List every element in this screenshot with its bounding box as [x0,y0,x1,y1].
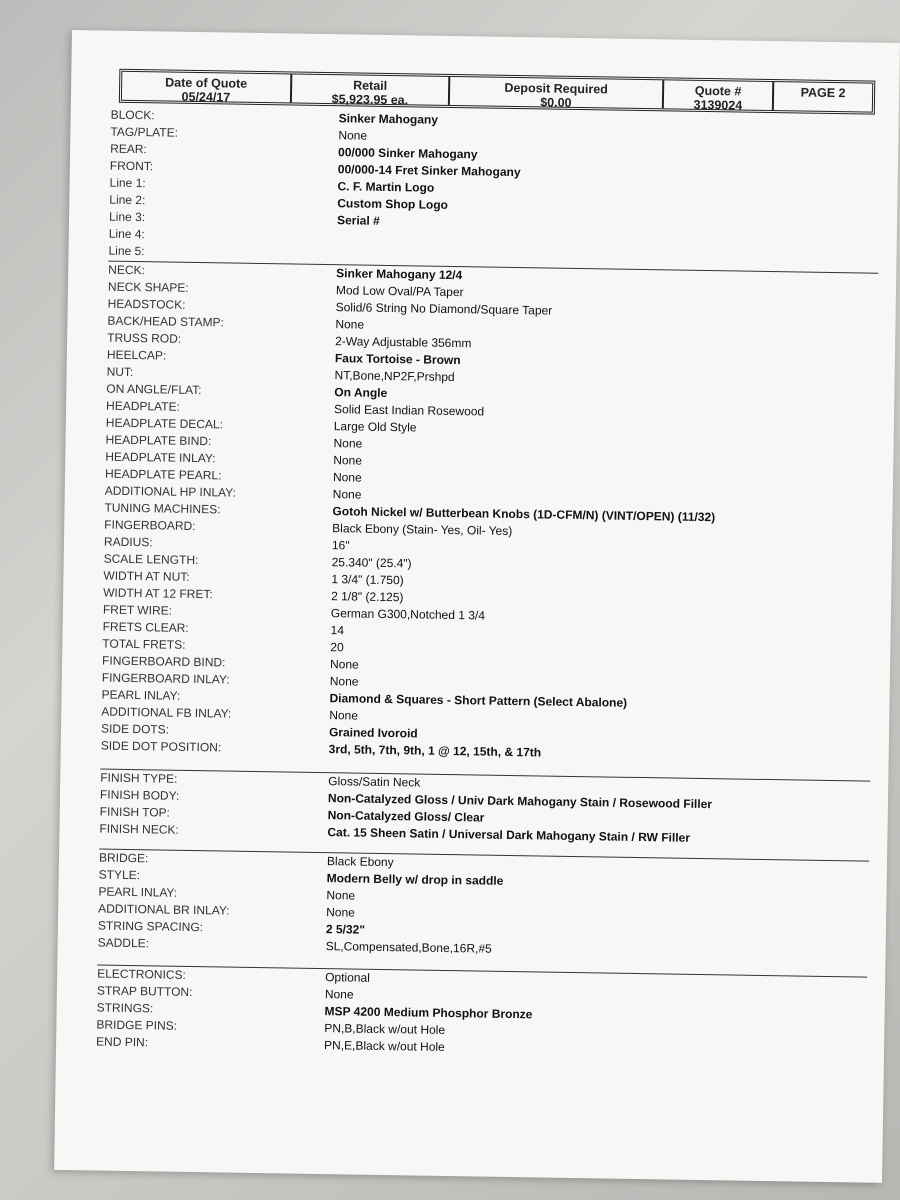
spec-label: BACK/HEAD STAMP: [107,313,225,330]
spec-value: Non-Catalyzed Gloss/ Clear [327,808,485,825]
retail-cell [292,74,450,108]
spec-label: SADDLE: [97,935,150,951]
spec-value: 00/000-14 Fret Sinker Mahogany [337,162,521,180]
neck-section [101,261,879,767]
date-of-quote-value: 05/24/17 [181,89,231,105]
spec-label: PEARL INLAY: [98,884,178,900]
spec-value: None [333,453,363,468]
spec-label: STRINGS: [96,1000,154,1016]
spec-value: None [329,674,359,689]
spec-value: Grained Ivoroid [328,725,418,741]
spec-value: Custom Shop Logo [337,196,449,212]
spec-value: None [335,317,365,332]
spec-value: Faux Tortoise - Brown [334,351,461,368]
spec-label: STRAP BUTTON: [96,983,193,1000]
spec-value: German G300,Notched 1 3/4 [330,606,486,623]
spec-value: Large Old Style [333,419,417,435]
spec-value: 2 5/32" [325,922,366,937]
spec-label: TUNING MACHINES: [104,500,221,517]
spec-label: HEADPLATE: [105,398,181,414]
spec-label: Line 4: [108,226,145,242]
spec-value: None [326,888,356,903]
spec-label: ON ANGLE/FLAT: [106,381,202,398]
spec-label: BRIDGE PINS: [96,1017,178,1033]
retail-label: Retail [353,78,388,93]
finish-section [99,769,870,850]
spec-label: HEADPLATE DECAL: [105,415,224,432]
quote-number-label: Quote # [694,83,742,99]
spec-label: FINISH TYPE: [100,770,178,786]
spec-value: 2-Way Adjustable 356mm [335,334,472,351]
spec-value: None [324,987,354,1002]
spec-label: PEARL INLAY: [101,687,181,703]
spec-label: FRONT: [109,158,154,174]
spec-value: None [333,436,363,451]
spec-value: Optional [325,970,370,985]
spec-label: RADIUS: [103,534,153,550]
deposit-cell [450,77,664,108]
spec-value: 2 1/8" (2.125) [331,589,404,605]
quote-number-cell [664,80,774,113]
spec-label: END PIN: [96,1034,149,1050]
spec-label: WIDTH AT NUT: [103,568,190,584]
spec-value: None [326,905,355,920]
electronics-section [96,965,867,1063]
spec-label: Line 5: [108,243,145,259]
deposit-value: $0.00 [540,95,572,110]
spec-label: STRING SPACING: [97,918,204,935]
spec-value: Serial # [336,213,380,228]
spec-value: 20 [330,640,344,655]
spec-value: Sinker Mahogany 12/4 [336,266,463,283]
spec-label: BRIDGE: [98,850,149,866]
spec-label: FINISH TOP: [99,804,171,820]
spec-value: None [329,708,359,723]
block-section [108,107,880,272]
spec-label: FINGERBOARD: [104,517,196,534]
spec-value: Black Ebony [326,854,394,870]
spec-label: Line 1: [109,175,146,191]
spec-label: SIDE DOT POSITION: [100,738,222,755]
spec-value: Cat. 15 Sheen Satin / Universal Dark Mahogany Stain / RW Filler [327,825,691,845]
spec-label: ELECTRONICS: [97,966,186,982]
spec-label: FINISH BODY: [99,787,180,803]
spec-value: Gotoh Nickel w/ Butterbean Knobs (1D-CFM/N) (VINT/OPEN) (11/32) [332,504,716,525]
spec-value: NT,Bone,NP2F,Prshpd [334,368,455,385]
spec-label: HEADSTOCK: [107,296,186,312]
spec-label: TAG/PLATE: [110,124,179,140]
spec-label: HEADPLATE BIND: [105,432,212,449]
spec-label: HEADPLATE INLAY: [105,449,216,466]
quote-document-page [54,30,900,1183]
spec-label: REAR: [110,141,147,157]
spec-value: None [332,487,362,502]
spec-label: FINISH NECK: [99,821,179,837]
spec-label: FRETS CLEAR: [102,619,189,635]
spec-label: FINGERBOARD INLAY: [101,670,230,687]
spec-label: NUT: [106,364,134,380]
spec-value: 1 3/4" (1.750) [331,572,404,588]
spec-value: 25.340" (25.4") [331,555,412,571]
spec-value: 00/000 Sinker Mahogany [338,145,478,162]
spec-label: FINGERBOARD BIND: [101,653,226,670]
spec-value: Diamond & Squares - Short Pattern (Select Abalone) [329,691,628,710]
spec-label: ADDITIONAL BR INLAY: [98,901,230,918]
spec-value: PN,B,Black w/out Hole [324,1021,446,1037]
spec-value: SL,Compensated,Bone,16R,#5 [325,939,492,956]
spec-value: None [329,657,359,672]
page-number-label: PAGE 2 [800,85,846,101]
spec-label: NECK SHAPE: [107,279,189,295]
spec-label: TRUSS ROD: [107,330,182,346]
spec-label: BLOCK: [110,107,155,123]
spec-label: SCALE LENGTH: [103,551,199,568]
spec-label: Line 3: [108,209,146,225]
spec-value: Solid/6 String No Diamond/Square Taper [335,300,553,318]
spec-value: PN,E,Black w/out Hole [323,1038,445,1054]
spec-value: Solid East Indian Rosewood [333,402,485,419]
spec-value: Sinker Mahogany [338,111,439,127]
spec-value: 14 [330,623,345,638]
spec-value: MSP 4200 Medium Phosphor Bronze [324,1004,533,1022]
spec-label: ADDITIONAL HP INLAY: [104,483,237,500]
bridge-section [98,849,870,964]
spec-value: Modern Belly w/ drop in saddle [326,871,504,888]
spec-value: None [332,470,362,485]
spec-label: HEELCAP: [106,347,167,363]
page-number-cell [774,82,872,112]
spec-label: SIDE DOTS: [100,721,170,737]
spec-value: Mod Low Oval/PA Taper [335,283,464,300]
spec-label: STYLE: [98,867,141,883]
spec-value: Black Ebony (Stain- Yes, Oil- Yes) [332,521,513,538]
date-of-quote-cell [122,72,292,103]
spec-value: On Angle [334,385,388,400]
quote-number-value: 3139024 [693,97,743,113]
retail-value: $5,923.95 ea. [331,92,409,108]
spec-label: Line 2: [109,192,146,208]
spec-value: Non-Catalyzed Gloss / Univ Dark Mahogany Stain / Rosewood Filler [327,791,713,812]
spec-label: ADDITIONAL FB INLAY: [101,704,232,721]
spec-label: FRET WIRE: [102,602,173,618]
date-of-quote-label: Date of Quote [165,75,248,91]
spec-value: C. F. Martin Logo [337,179,435,195]
spec-label: WIDTH AT 12 FRET: [103,585,213,602]
spec-label: HEADPLATE PEARL: [104,466,222,483]
spec-value: None [338,128,368,143]
spec-label: NECK: [108,262,146,278]
spec-value: 3rd, 5th, 7th, 9th, 1 @ 12, 15th, & 17th [328,742,542,760]
spec-value: 16" [331,538,350,553]
spec-label: TOTAL FRETS: [102,636,186,652]
deposit-label: Deposit Required [504,80,608,97]
spec-value: Gloss/Satin Neck [328,774,421,790]
